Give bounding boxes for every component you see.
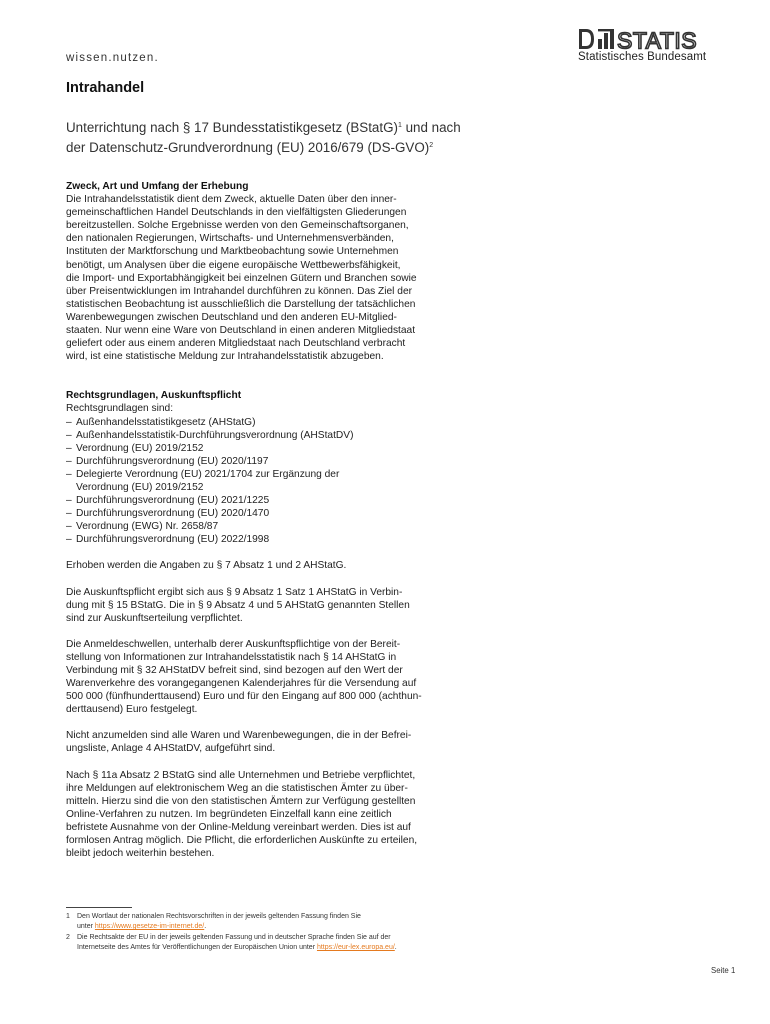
paragraph-zweck xyxy=(66,193,486,363)
text-line: befristete Ausnahme von der Online-Meldung vereinbart werden. Dies ist auf xyxy=(66,821,411,833)
text-line: gemeinschaftlichen Handel Deutschlands in den vielfältigsten Gliederungen xyxy=(66,207,407,219)
list-item: – Verordnung (EWG) Nr. 2658/87 xyxy=(66,521,219,533)
paragraph-anmeldeschwellen xyxy=(66,638,486,717)
subtitle-line-2: der Datenschutz-Grundverordnung (EU) 2016/679 (DS-GVO) xyxy=(66,140,430,155)
text-line: stellung von Informationen zur Intrahandelsstatistik nach § 14 AHStatG in xyxy=(66,651,397,663)
text-line: statistischen Beobachtung ist ausschließlich die Darstellung der tatsächlichen xyxy=(66,298,416,310)
text-line: geliefert oder aus einem anderen Mitgliedstaat nach Deutschland verbracht xyxy=(66,338,406,350)
text-line: Die Anmeldeschwellen, unterhalb derer Auskunftspflichtige von der Bereit- xyxy=(66,638,401,650)
text-line: über Preisentwicklungen im Intrahandel durchführen zu können. Das Ziel der xyxy=(66,285,413,297)
text-line: Instituten der Marktforschung und Marktbeobachtung sowie Unternehmen xyxy=(66,246,399,258)
text-line: Verbindung mit § 32 AHStatDV befreit sind, sind bezogen auf den Wert der xyxy=(66,665,403,676)
destatis-wordmark-icon xyxy=(578,28,718,50)
list-item: – Durchführungsverordnung (EU) 2021/1225 xyxy=(66,495,270,507)
gesetze-im-internet-link[interactable]: https://www.gesetze-im-internet.de/ xyxy=(94,923,205,931)
text-line: benötigt, um Analysen über die eigene europäische Wettbewerbsfähigkeit, xyxy=(66,259,401,271)
subtitle-line-1: Unterrichtung nach § 17 Bundesstatistikgesetz (BStatG) xyxy=(66,120,398,135)
paragraph-befreiungsliste xyxy=(66,729,486,755)
footnotes xyxy=(66,912,506,954)
list-item: – Verordnung (EU) 2019/2152 xyxy=(66,442,204,454)
list-item: – Durchführungsverordnung (EU) 2020/1197 xyxy=(66,455,269,467)
list-item: – Außenhandelsstatistik-Durchführungsverordnung (AHStatDV) xyxy=(66,429,354,441)
text-line: wird, ist eine statistische Meldung zur Intrahandelsstatistik abzugeben. xyxy=(66,351,384,363)
text-line: Die Intrahandelsstatistik dient dem Zweck, aktuelle Daten über den inner- xyxy=(66,194,397,206)
svg-text:STATIS: STATIS xyxy=(617,28,698,50)
text-line: die Import- und Exportabhängigkeit bei einzelnen Gütern und Branchen sowie xyxy=(66,272,417,284)
text-line: Online-Verfahren zu nutzen. Im begründeten Einzelfall kann eine zeitlich xyxy=(66,808,392,820)
subtitle-line-1-end: und nach xyxy=(401,120,461,135)
section-heading-rechtsgrundlagen: Rechtsgrundlagen, Auskunftspflicht xyxy=(66,390,242,402)
destatis-logo xyxy=(578,28,720,63)
footnote-ref-2: 2 xyxy=(429,142,434,149)
text-line: ihre Meldungen auf elektronischem Weg an die statistischen Ämter zu über- xyxy=(66,782,408,794)
paragraph-online-meldung xyxy=(66,769,486,861)
document-subtitle xyxy=(66,117,536,157)
footnote-ref-1: 1 xyxy=(397,122,402,129)
text-line: mitteln. Hierzu sind die von den statistischen Ämtern zur Verfügung gestellten xyxy=(66,795,416,807)
text-line: bereitzustellen. Solche Ergebnisse werden von den Gemeinschaftsorganen, xyxy=(66,220,409,232)
footnote-2: 2 Die Rechtsakte der EU in der jeweils geltenden Fassung und in deutscher Sprache finden Sie auf der Internetseite des Amtes für Veröffentlichungen der Europäischen Union unter https://eur-lex.europa.eu/. xyxy=(66,933,397,952)
legal-basis-list xyxy=(66,416,486,547)
text-line: Warenverkehre des vorangegangenen Kalenderjahres für die Versendung auf xyxy=(66,678,417,690)
text-line: den nationalen Regierungen, Wirtschafts- und Unternehmensverbänden, xyxy=(66,233,394,245)
section-heading-zweck: Zweck, Art und Umfang der Erhebung xyxy=(66,181,249,192)
list-item: – Durchführungsverordnung (EU) 2022/1998 xyxy=(66,534,270,546)
text-line: Nach § 11a Absatz 2 BStatG sind alle Unternehmen und Betriebe verpflichtet, xyxy=(66,769,416,781)
list-item: – Außenhandelsstatistikgesetz (AHStatG) xyxy=(66,416,256,428)
document-body xyxy=(66,180,486,860)
list-item: – Durchführungsverordnung (EU) 2020/1470 xyxy=(66,508,270,520)
page-title: Intrahandel xyxy=(66,80,145,96)
text-line: staaten. Nur wenn eine Ware von Deutschland in einen anderen Mitgliedstaat xyxy=(66,325,416,337)
text-line: bleibt jedoch weiterhin bestehen. xyxy=(66,848,215,860)
text-line: formlosen Antrag möglich. Die Pflicht, die erforderlichen Auskünfte zu erteilen, xyxy=(66,835,418,847)
logo-subtitle: Statistisches Bundesamt xyxy=(578,51,707,63)
text-line: Die Auskunftspflicht ergibt sich aus § 9 Absatz 1 Satz 1 AHStatG in Verbin- xyxy=(66,586,403,598)
text-line: sind zur Auskunftserteilung verpflichtet. xyxy=(66,612,243,624)
footnote-divider xyxy=(66,907,132,908)
legal-intro: Rechtsgrundlagen sind: xyxy=(66,403,174,415)
text-line: ungsliste, Anlage 4 AHStatDV, aufgeführt sind. xyxy=(66,743,276,755)
footnote-1: 1 Den Wortlaut der nationalen Rechtsvorschriften in der jeweils geltenden Fassung finden Sie unter https://www.gesetze-im-internet.de/. xyxy=(66,913,361,931)
list-item: – Delegierte Verordnung (EU) 2021/1704 zur Ergänzung der Verordnung (EU) 2019/2152 xyxy=(66,468,340,493)
paragraph-erhoben: Erhoben werden die Angaben zu § 7 Absatz 1 und 2 AHStatG. xyxy=(66,560,347,572)
text-line: dung mit § 15 BStatG. Die in § 9 Absatz 4 und 5 AHStatG genannten Stellen xyxy=(66,599,410,611)
tagline: wissen.nutzen. xyxy=(66,52,159,64)
paragraph-auskunftspflicht xyxy=(66,586,486,625)
eur-lex-link[interactable]: https://eur-lex.europa.eu/ xyxy=(316,944,395,952)
page-number: Seite 1 xyxy=(711,966,736,975)
text-line: derttausend) Euro festgelegt. xyxy=(66,704,198,716)
text-line: Warenbewegungen zwischen Deutschland und den anderen EU-Mitglied- xyxy=(66,311,397,323)
text-line: 500 000 (fünfhunderttausend) Euro und für den Eingang auf 800 000 (achthun- xyxy=(66,691,422,703)
text-line: Nicht anzumelden sind alle Waren und Warenbewegungen, die in der Befrei- xyxy=(66,730,412,742)
